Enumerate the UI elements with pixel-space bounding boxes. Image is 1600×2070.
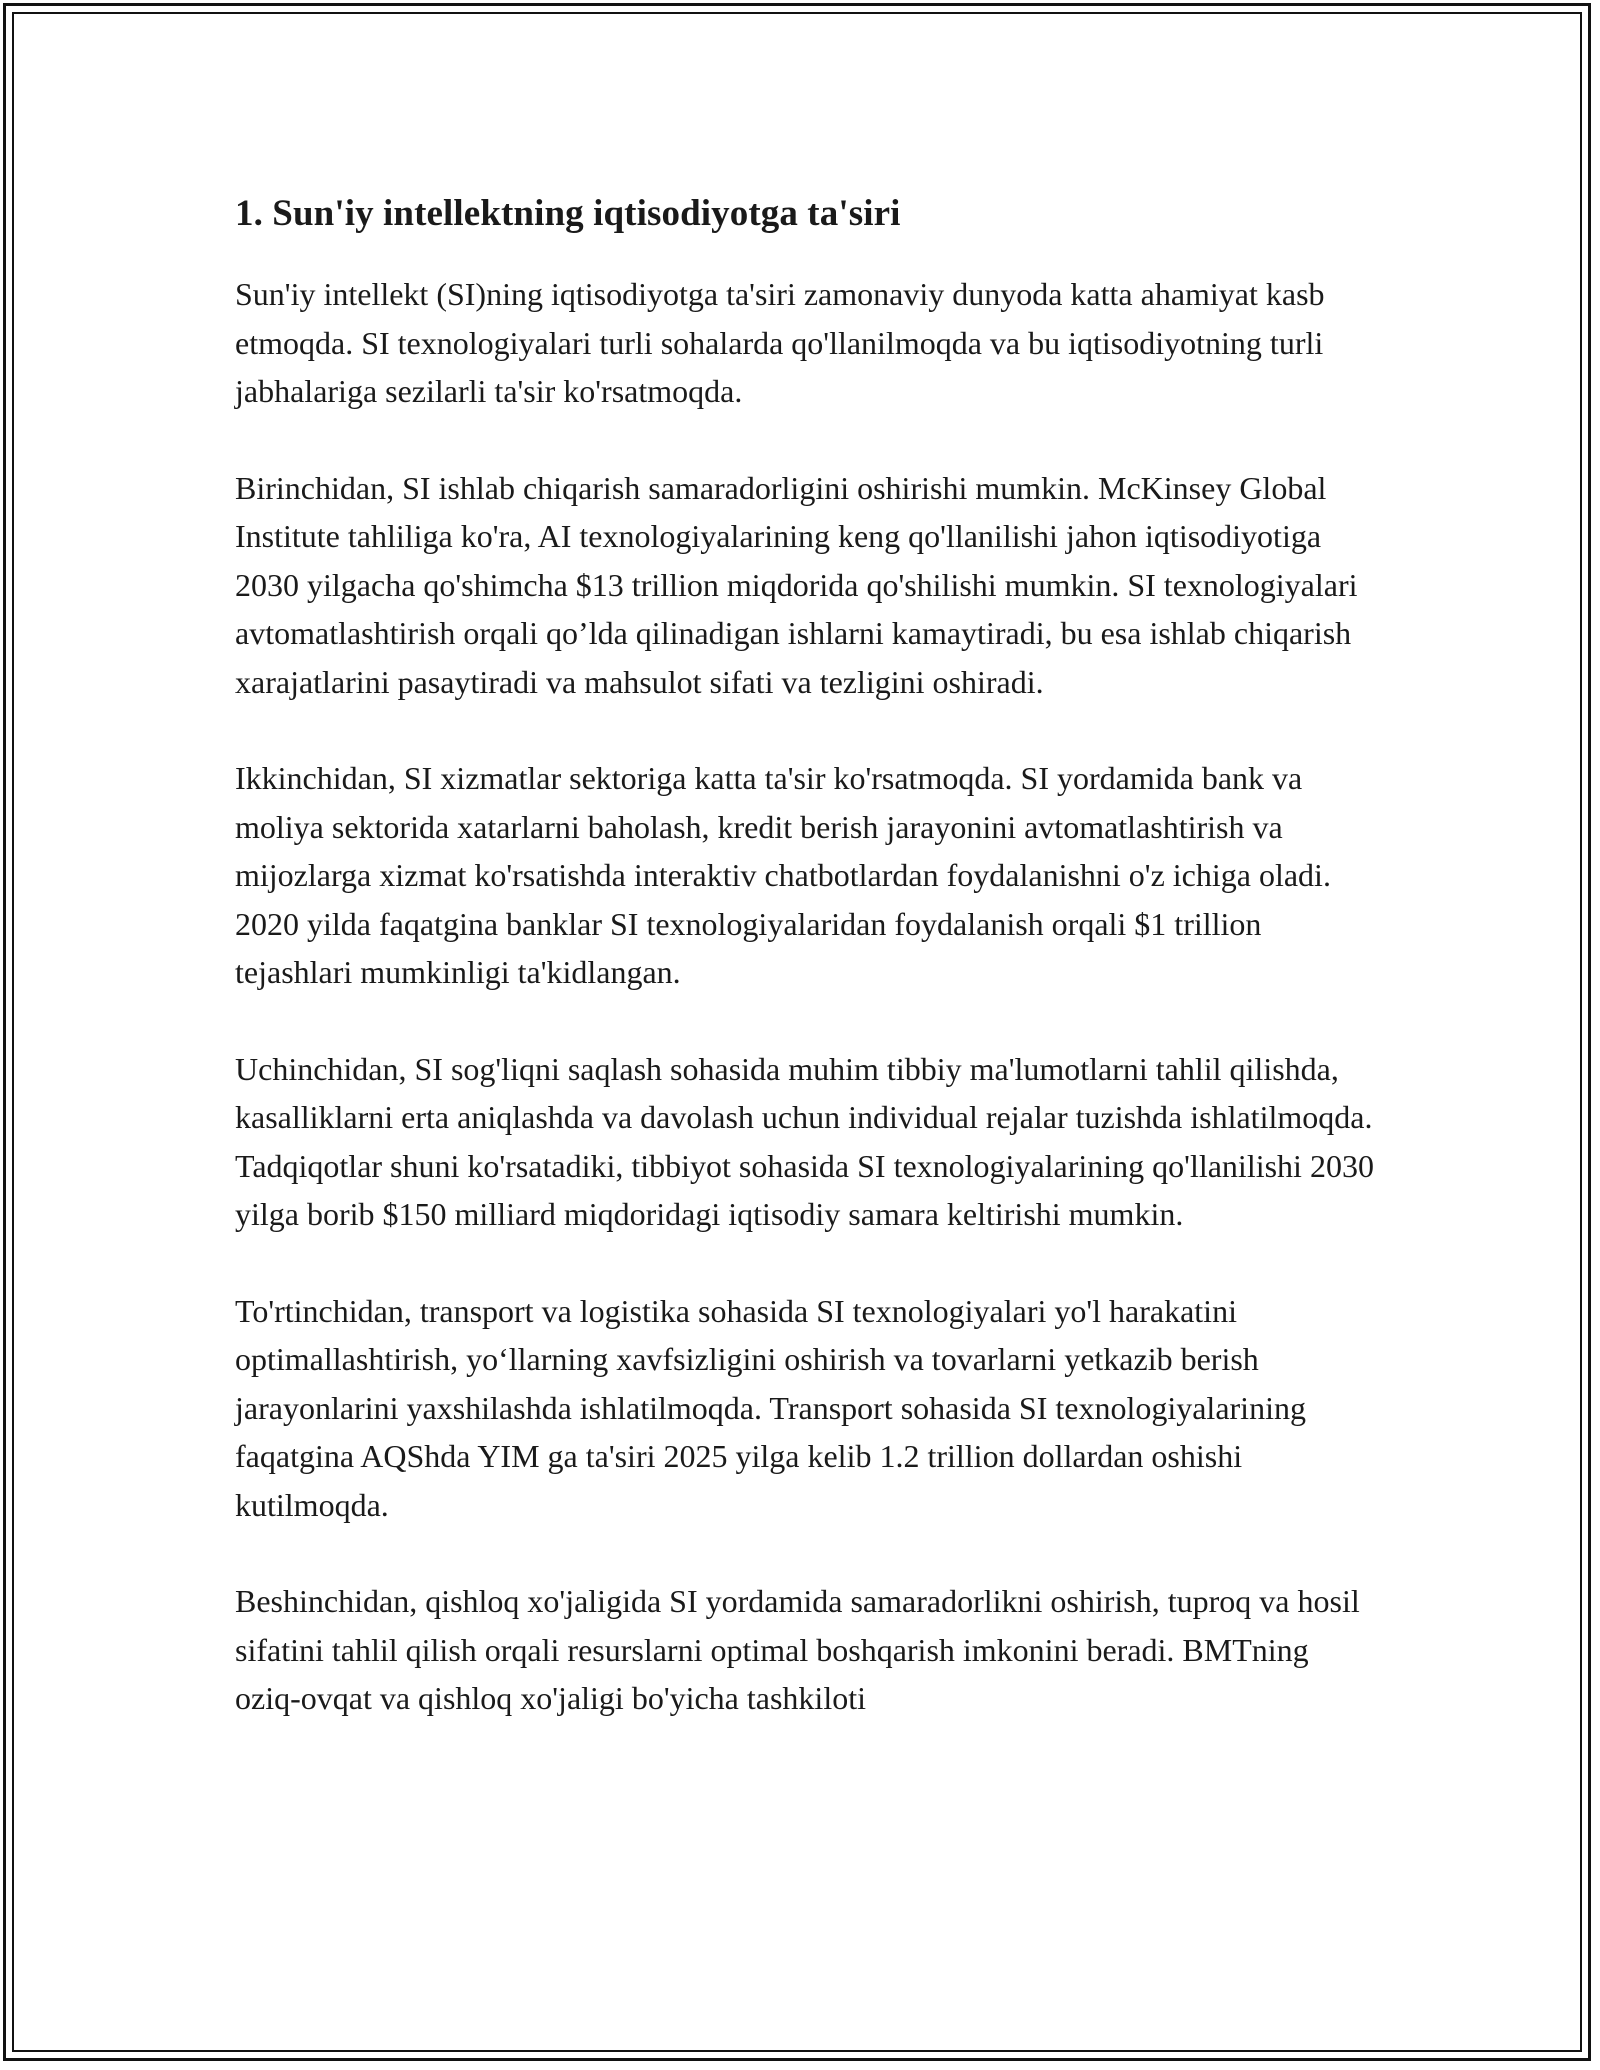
- paragraph-fifth: Beshinchidan, qishloq xo'jaligida SI yordamida samaradorlikni oshirish, tuproq va hosil sifatini tahlil qilish orqali resurslarni optimal boshqarish imkonini beradi. BMTning oziq-ovqat va qishloq xo'jaligi bo'yicha tashkiloti: [235, 1583, 1360, 1716]
- paragraph-intro: Sun'iy intellekt (SI)ning iqtisodiyotga ta'siri zamonaviy dunyoda katta ahamiyat kasb etmoqda. SI texnologiyalari turli sohalarda qo'llanilmoqda va bu iqtisodiyotning turli jabhalariga sezilarli ta'sir ko'rsatmoqda.: [235, 276, 1325, 409]
- section-heading: 1. Sun'iy intellektning iqtisodiyotga ta'siri: [235, 193, 901, 234]
- paragraph-first: Birinchidan, SI ishlab chiqarish samaradorligini oshirishi mumkin. McKinsey Global Institute tahliliga ko'ra, AI texnologiyalarining keng qo'llanilishi jahon iqtisodiyotiga 2030 yilgacha qo'shimcha $13 trillion miqdorida qo'shilishi mumkin. SI texnologiyalari avtomatlashtirish orqali qo’lda qilinadigan ishlarni kamaytiradi, bu esa ishlab chiqarish xarajatlarini pasaytiradi va mahsulot sifati va tezligini oshiradi.: [235, 469, 1358, 700]
- paragraph-fourth: To'rtinchidan, transport va logistika sohasida SI texnologiyalari yo'l harakatini optimallashtirish, yo‘llarning xavfsizligini oshirish va tovarlarni yetkazib berish jarayonlarini yaxshilashda ishlatilmoqda. Transport sohasida SI texnologiyalarining faqatgina AQShda YIM ga ta'siri 2025 yilga kelib 1.2 trillion dollardan oshishi kutilmoqda.: [235, 1292, 1306, 1523]
- document-body: [235, 188, 1375, 1771]
- paragraph-third: Uchinchidan, SI sog'liqni saqlash sohasida muhim tibbiy ma'lumotlarni tahlil qilishda, kasalliklarni erta aniqlashda va davolash uchun individual rejalar tuzishda ishlatilmoqda. Tadqiqotlar shuni ko'rsatadiki, tibbiyot sohasida SI texnologiyalarining qo'llanilishi 2030 yilga borib $150 milliard miqdoridagi iqtisodiy samara keltirishi mumkin.: [235, 1050, 1374, 1232]
- paragraph-second: Ikkinchidan, SI xizmatlar sektoriga katta ta'sir ko'rsatmoqda. SI yordamida bank va moliya sektorida xatarlarni baholash, kredit berish jarayonini avtomatlashtirish va mijozlarga xizmat ko'rsatishda interaktiv chatbotlardan foydalanishni o'z ichiga oladi. 2020 yilda faqatgina banklar SI texnologiyalaridan foydalanish orqali $1 trillion tejashlari mumkinligi ta'kidlangan.: [235, 760, 1331, 990]
